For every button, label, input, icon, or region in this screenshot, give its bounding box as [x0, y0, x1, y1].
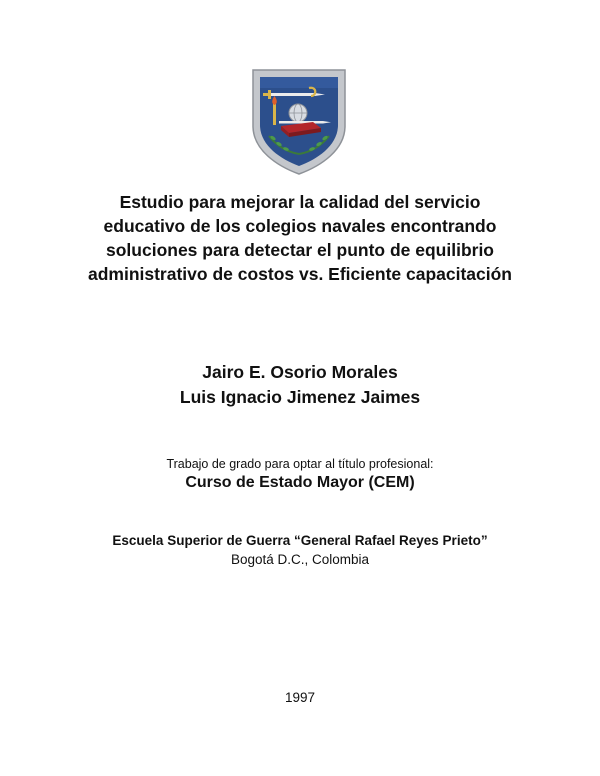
- title-line: Estudio para mejorar la calidad del servicio: [119, 192, 481, 212]
- degree-title: Curso de Estado Mayor (CEM): [185, 474, 415, 491]
- institution-name: Escuela Superior de Guerra “General Rafael Reyes Prieto”: [112, 533, 488, 548]
- degree-intro: Trabajo de grado para optar al título profesional:: [166, 457, 434, 471]
- thesis-title: [0, 190, 600, 286]
- title-line: administrativo de costos vs. Eficiente capacitación: [87, 264, 513, 284]
- publication-year: 1997: [284, 690, 316, 705]
- naval-war-college-crest-icon: [251, 68, 347, 176]
- title-line: soluciones para detectar el punto de equilibrio: [106, 240, 494, 260]
- author-name: Luis Ignacio Jimenez Jaimes: [179, 387, 421, 407]
- title-line: educativo de los colegios navales encontrando: [103, 216, 497, 236]
- institution-city: Bogotá D.C., Colombia: [230, 552, 370, 567]
- author-name: Jairo E. Osorio Morales: [202, 362, 398, 382]
- authors: [0, 360, 600, 410]
